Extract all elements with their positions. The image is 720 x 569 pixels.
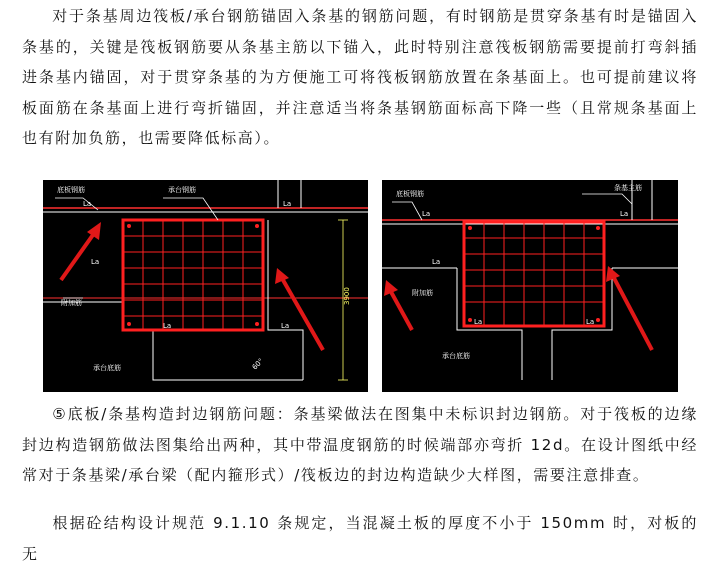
paragraph-edge-reinforcement: ⑤底板/条基构造封边钢筋问题：条基梁做法在图集中未标识封边钢筋。对于筏板的边缘封边构造钢筋做法图集给出两种，其中带温度钢筋的时候端部亦弯折 12d。在设计图纸中经常对于条基梁/承台梁（配内箍形式）/筏板边的封边构造缺少大样图，需要注意排查。 <box>22 405 698 484</box>
label-la-1: La <box>422 210 431 218</box>
label-top-right: 条基主筋 <box>614 184 642 192</box>
label-side-1: 附加筋 <box>412 289 433 297</box>
label-la-2: La <box>283 200 292 208</box>
label-side-2: 承台底筋 <box>93 364 121 372</box>
paragraph-rebar-anchorage: 对于条基周边筏板/承台钢筋锚固入条基的钢筋问题，有时钢筋是贯穿条基有时是锚固入条基的，关键是筏板钢筋要从条基主筋以下锚入，此时特别注意筏板钢筋需要提前打弯斜插进条基内锚固，对于贯穿条基的为方便施工可将筏板钢筋放置在条基面上。也可提前建议将板面筋在条基面上进行弯折锚固，并注意适当将条基钢筋面标高下降一些（且常规条基面上也有附加负筋，也需要降低标高）。 <box>22 7 698 147</box>
paragraph-code-reference: 根据砼结构设计规范 9.1.10 条规定，当混凝土板的厚度不小于 150mm 时，对板的无 <box>22 514 698 563</box>
detail-drawing-left-svg <box>43 180 368 392</box>
label-la-3: La <box>432 258 441 266</box>
label-la-5: La <box>586 318 595 326</box>
label-la-5: La <box>281 322 290 330</box>
label-la-3: La <box>91 258 100 266</box>
detail-drawing-right-svg <box>382 180 678 392</box>
label-top-mid: 承台钢筋 <box>168 186 196 194</box>
label-dim: 3900 <box>343 287 351 305</box>
detail-drawing-left <box>43 180 368 392</box>
label-side-2: 承台底筋 <box>442 352 470 360</box>
label-la-1: La <box>83 200 92 208</box>
label-la-2: La <box>620 210 629 218</box>
label-top-left: 底板钢筋 <box>396 190 424 198</box>
detail-drawing-right <box>382 180 678 392</box>
label-la-4: La <box>163 322 172 330</box>
label-la-4: La <box>474 318 483 326</box>
label-side-1: 附加筋 <box>61 299 82 307</box>
label-diag: 60° <box>250 356 266 372</box>
label-top-left: 底板钢筋 <box>57 186 85 194</box>
